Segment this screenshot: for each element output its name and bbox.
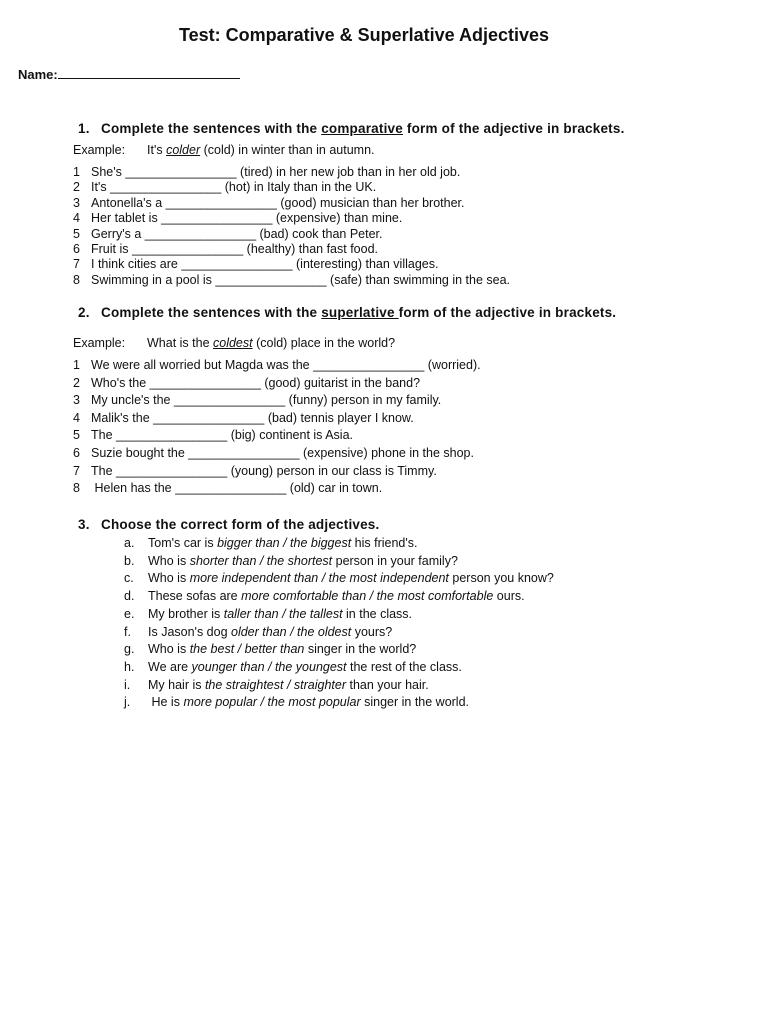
sentence-end: ours. [493,589,525,604]
item-number: 7 [73,463,80,478]
name-field[interactable] [18,67,240,82]
item-number: 4 [73,211,80,226]
name-label: Name: [18,67,58,82]
item-sentence[interactable]: Antonella's a ________________ (good) musician than her brother. [91,195,465,210]
section-1-item-2 [73,180,376,194]
sentence-end: than your hair. [346,677,429,692]
item-letter: h. [124,659,135,674]
section-1-item-3 [73,196,465,210]
section-1-item-5 [73,227,382,241]
adjective-choice[interactable]: bigger than / the biggest [217,536,352,550]
item-letter: d. [124,589,135,604]
section-1-item-4 [73,211,402,225]
item-sentence[interactable]: We were all worried but Magda was the ________________ (worried). [91,358,481,372]
item-number: 3 [73,195,80,210]
section-1-item-1 [73,165,460,179]
section-1-heading: 1. Complete the sentences with the comparative form of the adjective in brackets. [78,121,625,136]
section-2-item-6 [73,446,474,460]
section-3-item-g [124,642,416,656]
sentence-start: Is Jason's dog [148,624,231,639]
section-2-item-3 [73,393,441,407]
sentence-start: Tom's car is [148,536,218,550]
item-number: 5 [73,226,80,241]
sentence-start: These sofas are [148,589,242,604]
sentence-end: his friend's. [351,536,418,550]
item-letter: f. [124,624,131,639]
item-sentence[interactable]: Swimming in a pool is ________________ (safe) than swimming in the sea. [91,272,510,287]
section-2-heading: 2. Complete the sentences with the superlative form of the adjective in brackets. [78,305,617,320]
section-3-item-b [124,554,458,568]
item-number: 7 [73,257,80,272]
sentence-end: person you know? [448,571,554,586]
item-number: 3 [73,393,80,408]
item-letter: i. [124,677,131,692]
item-number: 2 [73,180,80,195]
sentence-end: yours? [351,624,393,639]
section-3-item-j [124,695,469,709]
item-number: 4 [73,410,80,425]
sentence-start: My brother is [148,606,224,621]
item-letter: b. [124,553,135,568]
sentence-start: He is [148,695,184,710]
item-sentence[interactable]: The ________________ (young) person in our class is Timmy. [91,463,437,478]
name-blank-line[interactable] [58,78,240,79]
item-number: 8 [73,481,80,496]
section-3-item-e [124,607,412,621]
section-3-item-a [124,536,418,550]
adjective-choice[interactable]: more independent than / the most independent [189,571,449,586]
item-number: 6 [73,242,80,256]
adjective-choice[interactable]: taller than / the tallest [223,606,343,621]
section-2-item-5 [73,428,353,442]
section-3-item-d [124,589,525,603]
section-2-item-7 [73,464,437,478]
item-sentence[interactable]: Her tablet is ________________ (expensive) than mine. [91,211,403,226]
section-3-item-h [124,660,462,674]
sentence-end: in the class. [342,606,413,621]
adjective-choice[interactable]: the best / better than [189,642,305,657]
section-1-item-8 [73,273,510,287]
adjective-choice[interactable]: the straightest / straighter [204,677,346,692]
sentence-end: singer in the world. [360,695,470,710]
section-2-item-1 [73,358,481,372]
section-3-heading: 3. Choose the correct form of the adjectives. [78,517,380,532]
sentence-end: singer in the world? [304,642,417,657]
item-sentence[interactable]: Who's the ________________ (good) guitarist in the band? [91,375,421,390]
sentence-start: Who is [148,642,190,657]
adjective-choice[interactable]: older than / the oldest [231,624,352,639]
section-3-item-i [124,678,429,692]
page-title: Test: Comparative & Superlative Adjectives [178,25,550,45]
adjective-choice[interactable]: younger than / the youngest [191,659,347,674]
item-sentence[interactable]: Suzie bought the ________________ (expensive) phone in the shop. [91,446,474,460]
item-letter: c. [124,571,134,586]
item-sentence[interactable]: It's ________________ (hot) in Italy than in the UK. [91,180,377,195]
item-letter: a. [124,536,135,550]
adjective-choice[interactable]: shorter than / the shortest [189,553,333,568]
item-number: 5 [73,428,80,443]
sentence-start: Who is [148,553,190,568]
section-2-item-8 [73,481,382,495]
section-2-item-2 [73,376,420,390]
item-sentence[interactable]: My uncle's the ________________ (funny) person in my family. [91,393,442,408]
item-letter: g. [124,642,135,657]
section-2-item-4 [73,411,414,425]
item-number: 1 [73,358,80,372]
item-sentence[interactable]: Fruit is ________________ (healthy) than fast food. [91,242,379,256]
item-sentence[interactable]: She's ________________ (tired) in her new job than in her old job. [91,165,461,179]
item-number: 6 [73,446,80,460]
item-sentence[interactable]: Helen has the ________________ (old) car in town. [91,481,383,496]
sentence-end: the rest of the class. [346,659,462,674]
section-1-item-7 [73,257,438,271]
item-number: 8 [73,272,80,287]
sentence-start: My hair is [148,677,205,692]
item-number: 2 [73,375,80,390]
superlative-keyword: superlative [321,305,399,320]
item-letter: e. [124,606,135,621]
sentence-start: Who is [148,571,190,586]
item-sentence[interactable]: The ________________ (big) continent is Asia. [91,428,353,443]
item-letter: j. [124,695,131,710]
comparative-keyword: comparative [321,121,403,136]
item-number: 1 [73,165,80,179]
section-3-item-c [124,571,554,585]
adjective-choice[interactable]: more popular / the most popular [183,695,361,710]
section-2-example: Example: What is the coldest (cold) place in the world? [73,336,396,350]
item-sentence[interactable]: Malik's the ________________ (bad) tennis player I know. [91,410,414,425]
section-3-item-f [124,625,392,639]
adjective-choice[interactable]: more comfortable than / the most comfortable [241,589,494,604]
sentence-start: We are [148,659,192,674]
sentence-end: person in your family? [332,553,458,568]
section-1-item-6 [73,242,378,256]
item-sentence[interactable]: I think cities are ________________ (interesting) than villages. [91,257,439,272]
section-1-example: Example: It's colder (cold) in winter than in autumn. [73,143,375,157]
item-sentence[interactable]: Gerry's a ________________ (bad) cook than Peter. [91,226,383,241]
